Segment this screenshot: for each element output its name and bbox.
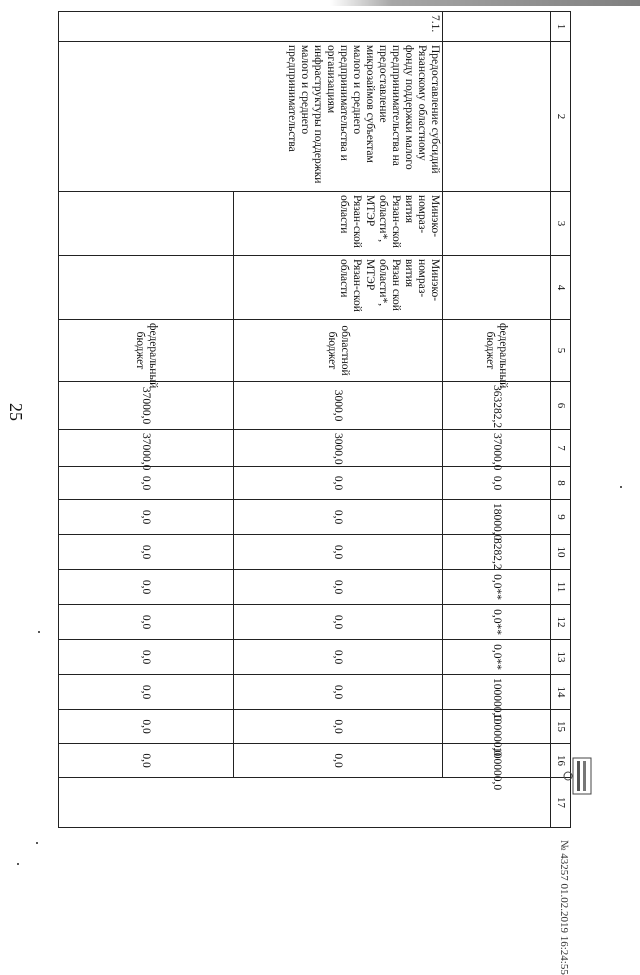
- value-cell: 0,0: [59, 710, 234, 744]
- table-cell: [443, 192, 551, 256]
- value-cell: 0,0: [59, 535, 234, 570]
- value-cell: 37000,0: [443, 430, 551, 467]
- value-cell: 0,0: [59, 640, 234, 675]
- value-cell: 0,0: [59, 500, 234, 535]
- value-cell: 0,0**: [443, 570, 551, 605]
- value-cell: 363282,2: [443, 382, 551, 430]
- value-cell: 0,0: [59, 675, 234, 710]
- col-header: 16: [550, 744, 570, 778]
- value-cell: 0,0: [233, 467, 442, 500]
- value-cell: 3000,0: [233, 382, 442, 430]
- value-cell: 0,0: [233, 710, 442, 744]
- col-header: 6: [550, 382, 570, 430]
- table-cell: [443, 42, 551, 192]
- value-cell: 0,0**: [443, 605, 551, 640]
- table-row: [443, 12, 551, 828]
- col-header: 8: [550, 467, 570, 500]
- value-cell: 0,0**: [443, 640, 551, 675]
- value-cell: 0,0: [233, 570, 442, 605]
- value-cell: 100000,0: [443, 710, 551, 744]
- value-cell: 18000,0: [443, 500, 551, 535]
- value-cell: 100000,0: [443, 744, 551, 778]
- executor: Минэко-номраз-вития Рязан-ской области*, МТЭР Рязан-ской области: [233, 192, 442, 256]
- col-header: 9: [550, 500, 570, 535]
- col-header: 3: [550, 192, 570, 256]
- budget-table: [58, 11, 571, 828]
- value-cell: 0,0: [233, 744, 442, 778]
- speck: [17, 863, 19, 865]
- value-cell: 0,0: [233, 675, 442, 710]
- value-cell: 8282,2: [443, 535, 551, 570]
- col-header: 14: [550, 675, 570, 710]
- registration-stamp: [563, 757, 593, 795]
- col-header: 7: [550, 430, 570, 467]
- value-cell: 0,0: [59, 467, 234, 500]
- page-number: 25: [6, 403, 26, 421]
- value-cell: 0,0: [59, 570, 234, 605]
- value-cell: 0,0: [233, 535, 442, 570]
- scan-edge: [330, 0, 640, 6]
- budget-source: областной бюджет: [233, 320, 442, 382]
- table-cell: [443, 12, 551, 42]
- row-id: 7.1.: [59, 12, 443, 42]
- col-header: 11: [550, 570, 570, 605]
- col-header: 5: [550, 320, 570, 382]
- speck: [38, 631, 40, 633]
- value-cell: 0,0: [443, 467, 551, 500]
- col-header: 13: [550, 640, 570, 675]
- table-cell: [59, 256, 234, 320]
- value-cell: 0,0: [59, 744, 234, 778]
- value-cell: 0,0: [59, 605, 234, 640]
- budget-table-container: [58, 11, 571, 827]
- value-cell: 0,0: [233, 500, 442, 535]
- coexecutor: Минэко-номраз-вития Рязан ской области*, МТЭР Рязан-ской области: [233, 256, 442, 320]
- budget-source: федеральный бюджет: [59, 320, 234, 382]
- col-header: 2: [550, 42, 570, 192]
- speck: [36, 842, 38, 844]
- measure-description: Предоставление субсидий Рязанскому областному фонду поддержки малого предпринимательства на предоставление микрозаймов субъектам малого и среднего предпринимательства и организациям инфраструктуры поддержки малого и среднего предпринимательства: [59, 42, 443, 192]
- table-cell: [443, 256, 551, 320]
- speck: [620, 486, 622, 488]
- value-cell: 100000,0: [443, 675, 551, 710]
- col-header: 12: [550, 605, 570, 640]
- value-cell: 37000,0: [59, 430, 234, 467]
- table-cell: [59, 778, 551, 828]
- col-header: 4: [550, 256, 570, 320]
- value-cell: 3000,0: [233, 430, 442, 467]
- col-header: 1: [550, 12, 570, 42]
- col-header: 15: [550, 710, 570, 744]
- col-header: 17: [550, 778, 570, 828]
- header-row: [550, 12, 570, 828]
- table-row: [233, 12, 442, 828]
- document-registration-number: № 43257 01.02.2019 16:24:55: [558, 840, 570, 975]
- value-cell: 0,0: [233, 640, 442, 675]
- value-cell: 0,0: [233, 605, 442, 640]
- col-header: 10: [550, 535, 570, 570]
- budget-source: федеральный бюджет: [443, 320, 551, 382]
- table-cell: [59, 192, 234, 256]
- value-cell: 37000,0: [59, 382, 234, 430]
